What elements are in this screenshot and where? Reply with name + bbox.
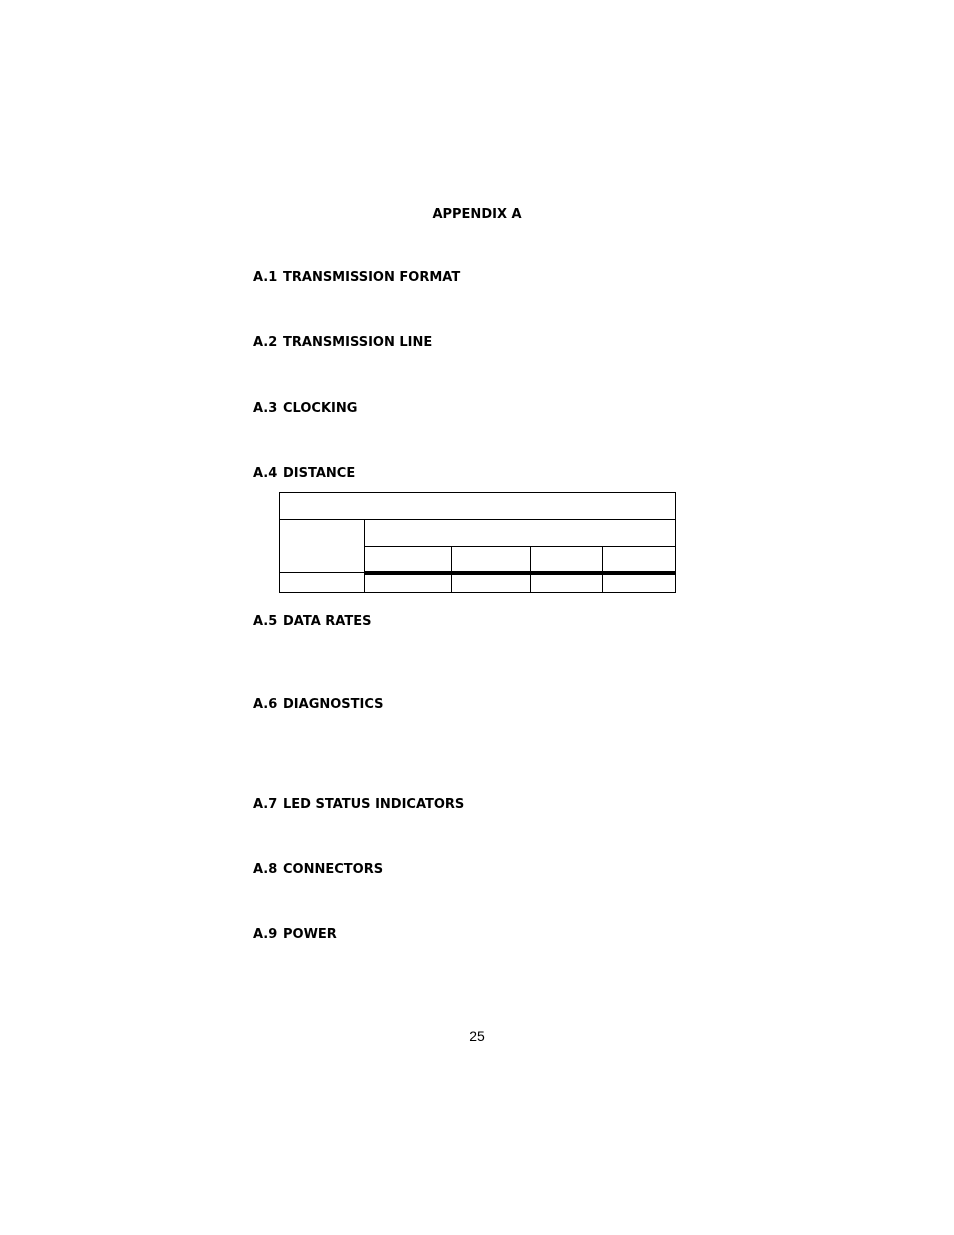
section-heading-power [253, 927, 337, 942]
section-title: LED STATUS INDICATORS [283, 797, 465, 812]
table-row-header-cell [280, 520, 365, 573]
section-number: A.2 [253, 335, 278, 350]
section-number: A.1 [253, 270, 278, 285]
section-title: CLOCKING [283, 401, 358, 416]
section-heading-transmission-line [253, 335, 432, 350]
table-title-cell [280, 493, 676, 520]
section-title: TRANSMISSION FORMAT [283, 270, 461, 285]
table-cell [531, 573, 603, 593]
distance-table [279, 492, 676, 593]
section-heading-distance [253, 466, 355, 481]
section-title: TRANSMISSION LINE [283, 335, 433, 350]
section-heading-connectors [253, 862, 383, 877]
section-title: DISTANCE [283, 466, 356, 481]
section-heading-clocking [253, 401, 357, 416]
table-column-header [603, 546, 676, 573]
page-title: APPENDIX A [432, 207, 522, 222]
table-group-header-cell [365, 520, 676, 546]
section-title: DATA RATES [283, 614, 372, 629]
section-title: CONNECTORS [283, 862, 384, 877]
section-number: A.6 [253, 697, 278, 712]
table-column-header [452, 546, 531, 573]
section-heading-transmission-format [253, 270, 460, 285]
page-number: 25 [469, 1028, 485, 1044]
table-column-header [531, 546, 603, 573]
table-column-header [365, 546, 452, 573]
table-group-header-row [280, 520, 676, 546]
section-heading-data-rates [253, 614, 371, 629]
section-number: A.5 [253, 614, 278, 629]
section-number: A.4 [253, 466, 278, 481]
table-cell [280, 573, 365, 593]
section-heading-diagnostics [253, 697, 384, 712]
section-title: POWER [283, 927, 337, 942]
table-cell [365, 573, 452, 593]
section-number: A.3 [253, 401, 278, 416]
table-row [280, 573, 676, 593]
section-heading-led-status-indicators [253, 797, 464, 812]
table-cell [603, 573, 676, 593]
section-title: DIAGNOSTICS [283, 697, 384, 712]
section-number: A.9 [253, 927, 278, 942]
table-title-row [280, 493, 676, 520]
section-number: A.8 [253, 862, 278, 877]
table-cell [452, 573, 531, 593]
section-number: A.7 [253, 797, 278, 812]
